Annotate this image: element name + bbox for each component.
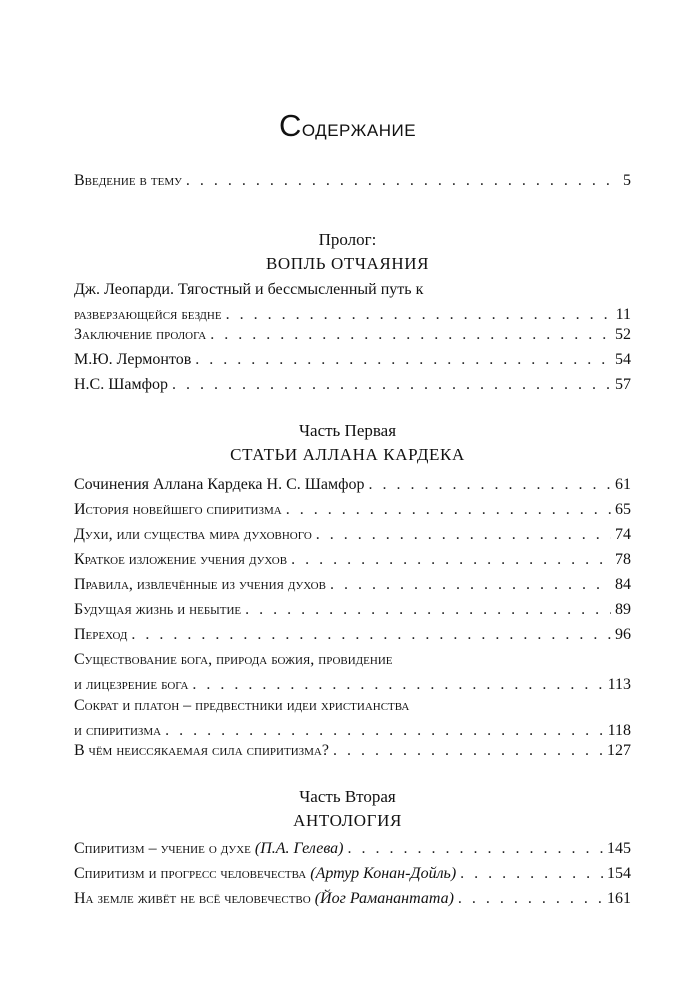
- toc-page-number: 145: [607, 840, 631, 857]
- toc-entry-title: Спиритизм – учение о духе: [74, 840, 251, 857]
- dot-leader: [316, 522, 611, 547]
- toc-page-number: 54: [615, 351, 631, 368]
- toc-entry[interactable]: [74, 322, 631, 347]
- toc-page-number: 74: [615, 526, 631, 543]
- toc-entry-author: (Артур Конан-Дойль): [310, 865, 457, 882]
- toc-page-number: 5: [623, 172, 631, 189]
- page-title-initial: С: [278, 108, 302, 143]
- toc-entry[interactable]: [74, 277, 631, 327]
- toc-entry-title: Спиритизм и прогресс человечества: [74, 865, 307, 882]
- dot-leader: [348, 836, 604, 861]
- toc-entry[interactable]: [74, 547, 631, 572]
- toc-entry-title: Духи, или существа мира духовного: [74, 526, 312, 543]
- toc-entry[interactable]: [74, 597, 631, 622]
- toc-page-number: 65: [615, 501, 631, 518]
- toc-entry[interactable]: [74, 738, 631, 763]
- toc-entry-title-line2: и спиритизма: [74, 722, 162, 739]
- dot-leader: [210, 322, 611, 347]
- toc-entry-title: Будущая жизнь и небытие: [74, 601, 242, 618]
- dot-leader: [369, 472, 612, 497]
- toc-entry-title: Сочинения Аллана Кардека Н. С. Шамфор: [74, 476, 365, 493]
- toc-entry[interactable]: [74, 886, 631, 911]
- toc-page-number: 127: [607, 742, 631, 759]
- page-title: [0, 108, 695, 144]
- toc-page-number: 52: [615, 326, 631, 343]
- toc-page-number: 84: [615, 576, 631, 593]
- toc-page-number: 154: [607, 865, 631, 882]
- section-heading-prologue: [0, 228, 695, 276]
- dot-leader: [245, 597, 611, 622]
- dot-leader: [131, 622, 611, 647]
- toc-entry-title: На земле живёт не всё человечество: [74, 890, 311, 907]
- dot-leader: [333, 738, 603, 763]
- toc-entry-title: Переход: [74, 626, 128, 643]
- dot-leader: [195, 347, 611, 372]
- dot-leader: [330, 572, 611, 597]
- dot-leader: [460, 861, 603, 886]
- toc-entry[interactable]: [74, 347, 631, 372]
- section-heading-part-two: [0, 785, 695, 833]
- toc-entry-title: Введение в тему: [74, 172, 182, 189]
- section-title: ВОПЛЬ ОТЧАЯНИЯ: [265, 254, 430, 273]
- toc-entry[interactable]: [74, 497, 631, 522]
- section-title: СТАТЬИ АЛЛАНА КАРДЕКА: [230, 445, 465, 464]
- toc-page-number: 96: [615, 626, 631, 643]
- toc-entry[interactable]: [74, 372, 631, 397]
- toc-entry-title-line1: Дж. Леопарди. Тягостный и бессмысленный путь к: [74, 281, 424, 298]
- toc-entry-title: В чём неиссякаемая сила спиритизма?: [74, 742, 329, 759]
- dot-leader: [172, 372, 611, 397]
- dot-leader: [291, 547, 611, 572]
- toc-page-number: 113: [607, 676, 631, 693]
- dot-leader: [186, 168, 619, 193]
- toc-entry-title: Правила, извлечённые из учения духов: [74, 576, 326, 593]
- toc-entry-title: Заключение пролога: [74, 326, 207, 343]
- toc-entry[interactable]: [74, 472, 631, 497]
- toc-entry-title-line2: и лицезрение бога: [74, 676, 189, 693]
- section-label: Часть Вторая: [299, 787, 396, 806]
- toc-entry-title-line1: Сократ и платон – предвестники идеи христианства: [74, 697, 410, 714]
- toc-entry-author: (П.А. Гелева): [254, 840, 344, 857]
- toc-entry-title: М.Ю. Лермонтов: [74, 351, 192, 368]
- toc-entry[interactable]: [74, 693, 631, 743]
- toc-entry[interactable]: [74, 836, 631, 861]
- section-heading-part-one: [0, 419, 695, 467]
- section-title: АНТОЛОГИЯ: [293, 811, 402, 830]
- toc-page-number: 57: [615, 376, 631, 393]
- toc-page-number: 78: [615, 551, 631, 568]
- toc-entry[interactable]: [74, 861, 631, 886]
- toc-entry-title: История новейшего спиритизма: [74, 501, 282, 518]
- toc-entry-title-line2: разверзающейся бездне: [74, 306, 222, 323]
- toc-entry[interactable]: [74, 622, 631, 647]
- toc-entry[interactable]: [74, 522, 631, 547]
- toc-entry[interactable]: [74, 647, 631, 697]
- toc-page-number: 11: [615, 306, 631, 323]
- section-label: Часть Первая: [298, 421, 397, 440]
- toc-entry-intro[interactable]: [74, 168, 631, 193]
- toc-page-number: 89: [615, 601, 631, 618]
- toc-entry[interactable]: [74, 572, 631, 597]
- dot-leader: [458, 886, 603, 911]
- toc-entry-author: (Йог Раманантата): [314, 890, 454, 907]
- toc-page-number: 161: [607, 890, 631, 907]
- section-label: Пролог:: [318, 230, 377, 249]
- dot-leader: [286, 497, 611, 522]
- toc-entry-title-line1: Существование бога, природа божия, провидение: [74, 651, 393, 668]
- toc-page-number: 61: [615, 476, 631, 493]
- toc-page-number: 118: [607, 722, 631, 739]
- toc-entry-title: Краткое изложение учения духов: [74, 551, 288, 568]
- toc-entry-title: Н.С. Шамфор: [74, 376, 168, 393]
- page-title-rest: одержание: [301, 115, 417, 142]
